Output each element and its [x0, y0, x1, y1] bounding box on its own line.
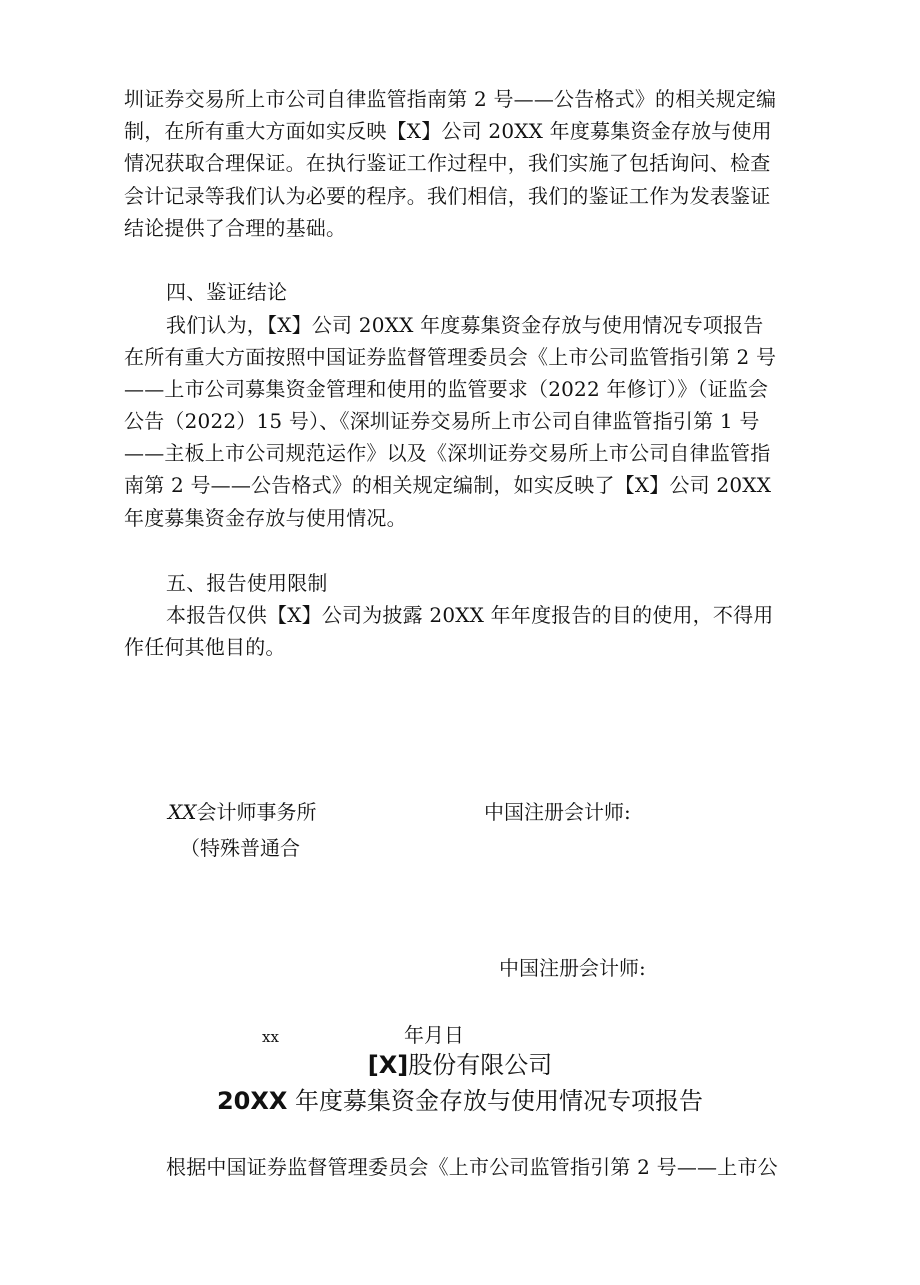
paragraph-line: 根据中国证券监督管理委员会《上市公司监管指引第 2 号——上市公 — [166, 1155, 778, 1179]
paragraph-line: ——上市公司募集资金管理和使用的监管要求（2022 年修订）》（证监会 — [124, 377, 769, 401]
paragraph-line: 我们认为，【X】公司 20XX 年度募集资金存放与使用情况专项报告 — [166, 313, 764, 337]
section-heading: 四、鉴证结论 — [166, 280, 288, 304]
paragraph-line: 年度募集资金存放与使用情况。 — [124, 506, 407, 530]
paragraph-line: ——主板上市公司规范运作》以及《深圳证券交易所上市公司自律监管指 — [124, 441, 771, 465]
cpa-label: 中国注册会计师: — [484, 800, 631, 824]
firm-name — [168, 797, 316, 827]
firm-name-text: 会计师事务所 — [196, 800, 317, 824]
firm-prefix: XX — [168, 800, 197, 824]
paragraph-line: 在所有重大方面按照中国证券监督管理委员会《上市公司监管指引第 2 号 — [124, 345, 777, 369]
report-name: 年度募集资金存放与使用情况专项报告 — [287, 1087, 704, 1115]
company-title — [0, 1048, 920, 1082]
paragraph-line: 情况获取合理保证。在执行鉴证工作过程中，我们实施了包括询问、检查 — [124, 151, 771, 175]
sign-date: 年月日 — [404, 1023, 464, 1047]
company-bracket: [X] — [367, 1051, 409, 1079]
firm-type: （特殊普通合 — [180, 836, 300, 860]
report-title — [0, 1084, 920, 1118]
paragraph-line: 本报告仅供【X】公司为披露 20XX 年年度报告的目的使用，不得用 — [166, 603, 774, 627]
paragraph-line: 圳证券交易所上市公司自律监管指南第 2 号——公告格式》的相关规定编 — [124, 87, 777, 111]
paragraph-line: 会计记录等我们认为必要的程序。我们相信，我们的鉴证工作为发表鉴证 — [124, 184, 771, 208]
paragraph-line: 公告（2022）15 号）、《深圳证券交易所上市公司自律监管指引第 1 号 — [124, 409, 760, 433]
cpa-label: 中国注册会计师: — [499, 956, 646, 980]
paragraph-line: 结论提供了合理的基础。 — [124, 216, 347, 240]
paragraph-line: 南第 2 号——公告格式》的相关规定编制，如实反映了【X】公司 20XX — [124, 473, 772, 497]
paragraph-line: 制，在所有重大方面如实反映【X】公司 20XX 年度募集资金存放与使用 — [124, 119, 772, 143]
company-name: 股份有限公司 — [408, 1051, 553, 1079]
report-year: 20XX — [216, 1087, 288, 1115]
paragraph-line: 作任何其他目的。 — [124, 635, 286, 659]
section-heading: 五、报告使用限制 — [166, 571, 328, 595]
sign-place: xx — [262, 1028, 279, 1046]
